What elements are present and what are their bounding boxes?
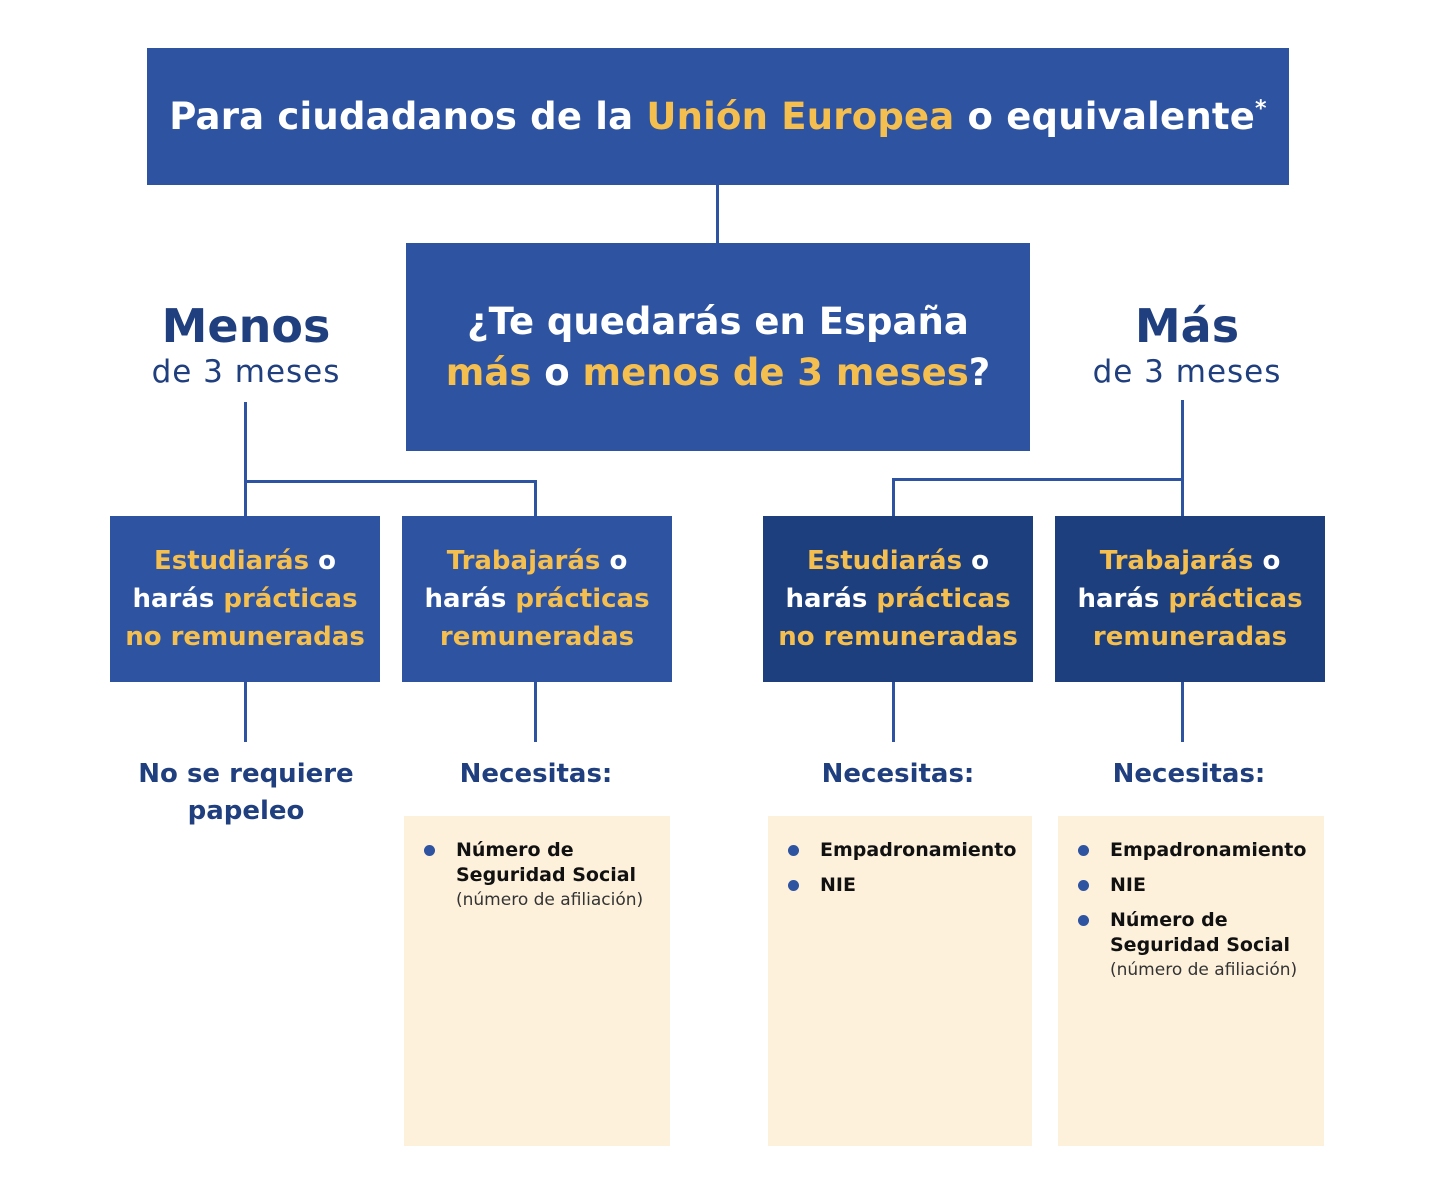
requirements-list <box>422 838 654 913</box>
bullet-icon <box>424 845 435 856</box>
connector-right-horizontal <box>892 478 1184 481</box>
connector-box2-outcome <box>534 682 537 742</box>
outcome-needs-label-4: Necesitas: <box>1112 759 1266 789</box>
option-box-long-work: Trabajarás o harás prácticas remuneradas <box>1055 516 1325 682</box>
bullet-icon <box>1078 915 1089 926</box>
header-box <box>147 48 1289 185</box>
bullet-icon <box>788 845 799 856</box>
connector-right-vertical <box>1181 400 1184 516</box>
question-line2: más o menos de 3 meses? <box>445 351 991 394</box>
right-branch-label <box>1037 300 1337 392</box>
bullet-icon <box>1078 845 1089 856</box>
bullet-icon <box>788 880 799 891</box>
requirements-panel-long-study <box>768 816 1032 1146</box>
list-item: Empadronamiento <box>786 838 1016 863</box>
question-line1: ¿Te quedarás en España <box>467 300 969 343</box>
list-item: NIE <box>786 873 1016 898</box>
list-item: Número de Seguridad Social (número de afiliación) <box>422 838 654 913</box>
list-item: Número de Seguridad Social (número de afiliación) <box>1076 908 1308 983</box>
connector-header-question <box>716 185 719 243</box>
bullet-icon <box>1078 880 1089 891</box>
header-asterisk: * <box>1255 96 1267 122</box>
outcome-needs-label-2: Necesitas: <box>459 759 613 789</box>
option-box-long-study: Estudiarás o harás prácticas no remuneradas <box>763 516 1033 682</box>
connector-left-horizontal <box>244 480 537 483</box>
requirements-list <box>1076 838 1308 983</box>
outcome-no-paperwork: No se requiere papeleo <box>138 759 354 826</box>
connector-box1-outcome <box>244 682 247 742</box>
header-title: Para ciudadanos de la Unión Europea o equivalente* <box>169 95 1267 138</box>
connector-left-work <box>534 480 537 516</box>
left-branch-title: Menos <box>161 299 331 353</box>
connector-left-vertical <box>244 402 247 516</box>
connector-right-study <box>892 478 895 516</box>
option-box-short-work: Trabajarás o harás prácticas remuneradas <box>402 516 672 682</box>
requirements-list <box>786 838 1016 898</box>
list-item: NIE <box>1076 873 1308 898</box>
left-branch-subtitle: de 3 meses <box>151 354 341 390</box>
option-box-short-study: Estudiarás o harás prácticas no remuneradas <box>110 516 380 682</box>
list-item: Empadronamiento <box>1076 838 1308 863</box>
requirements-panel-short-work <box>404 816 670 1146</box>
outcome-needs-label-3: Necesitas: <box>821 759 975 789</box>
right-branch-subtitle: de 3 meses <box>1092 354 1282 390</box>
right-branch-title: Más <box>1134 299 1240 353</box>
question-box <box>406 243 1030 451</box>
requirements-panel-long-work <box>1058 816 1324 1146</box>
left-branch-label <box>96 300 396 392</box>
header-highlight: Unión Europea <box>646 95 955 138</box>
connector-box3-outcome <box>892 682 895 742</box>
connector-box4-outcome <box>1181 682 1184 742</box>
